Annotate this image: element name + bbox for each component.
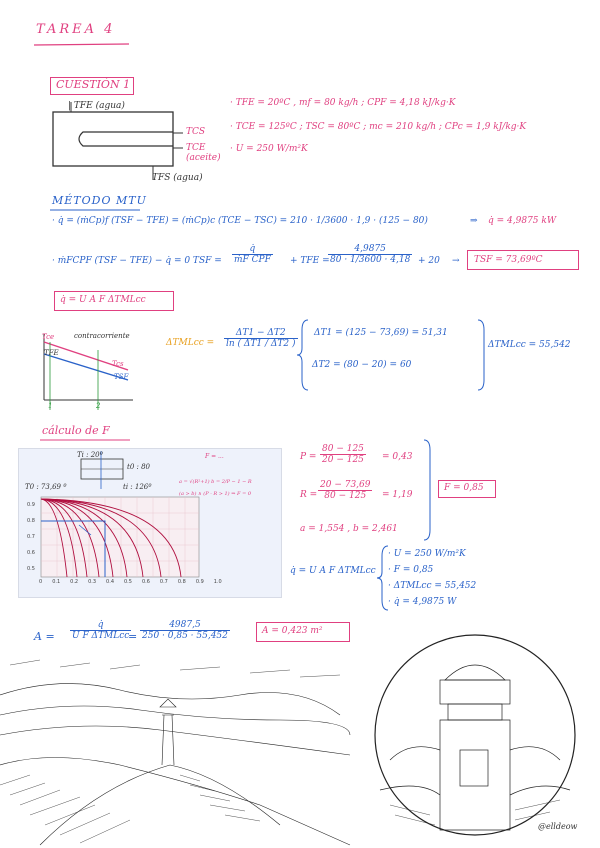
chart-formula-1: F = ...: [205, 453, 224, 460]
f-result: F = 0,85: [444, 483, 484, 493]
data-line-1: · TFE = 20ºC , mf = 80 kg/h ; CPF = 4,18 kJ/kg·K: [230, 98, 456, 108]
xtick: 0: [39, 579, 43, 585]
method-eq2-frac: [232, 244, 273, 265]
q-equation: q̇ = U A F ΔTMLcc: [290, 566, 376, 576]
factor-underline: [40, 438, 140, 442]
lmtd-brace: [300, 320, 310, 390]
r-expr: R =: [300, 490, 318, 500]
title-underline: [34, 42, 134, 48]
data-line-3: · U = 250 W/m²K: [230, 144, 308, 154]
page-title: TAREA 4: [36, 22, 116, 37]
lmtd-tsf: TSF: [114, 373, 129, 381]
question-label: CUESTIÓN 1: [56, 78, 131, 91]
lighthouse-circle-drawing: [370, 630, 580, 840]
lmtd-result: ΔTMLcc = 55,542: [488, 340, 571, 350]
xtick: 0.9: [195, 579, 204, 585]
area-frac2: [140, 620, 230, 641]
tsf-result: TSF = 73,69ºC: [474, 255, 543, 265]
chart-formula-3: (a > b) ∧ (P · R > 1) ⇒ F = 0: [179, 491, 252, 497]
sketch-tfs: TFS (agua): [152, 173, 203, 183]
method-eq2-mid: + TFE =: [290, 256, 330, 266]
r-frac: [318, 480, 372, 501]
chart-yticks: [27, 497, 35, 577]
lmtd-one: 1: [48, 402, 53, 410]
frac-num: 4987,5: [140, 620, 230, 631]
chart-formula-2: a = √(R²+1) b = 2/P − 1 − R: [179, 479, 252, 485]
frac-den: 20 − 125: [322, 455, 364, 465]
lmtd-dt2: ΔT2 = (80 − 20) = 60: [312, 360, 412, 370]
chart-to: t0 : 80: [127, 463, 150, 471]
correction-factor-chart: [18, 448, 282, 598]
chart-curves: [19, 449, 281, 597]
area-result: A = 0,423 m²: [262, 626, 323, 636]
frac-num: 4,9875: [328, 244, 412, 255]
frac-den: ṁF CPF: [234, 255, 271, 265]
area-eq: =: [128, 630, 138, 643]
lmtd-diagram: [38, 330, 148, 420]
frac-den: U F ΔTMLcc: [72, 631, 130, 641]
method-eq1-result: q̇ = 4,9875 kW: [488, 216, 557, 226]
xtick: 0.5: [124, 579, 132, 585]
method-eq2-plus: + 20: [418, 256, 440, 266]
lmtd-tce: Tce: [42, 333, 55, 341]
factor-brace: [424, 440, 434, 540]
chart-tii: ti : 126º: [123, 483, 152, 491]
lmtd-tcs: Tcs: [112, 360, 124, 368]
lmtd-lhs: ΔTMLcc =: [166, 338, 215, 348]
ytick: 0.5: [27, 566, 35, 572]
factor-list-item: · F = 0,85: [388, 565, 434, 575]
method-eq2-lhs: · ṁFCPF (TSF − TFE) − q̇ = 0 TSF =: [52, 256, 222, 266]
ab-values: a = 1,554 , b = 2,461: [300, 524, 398, 534]
factor-list-item: · U = 250 W/m²K: [388, 549, 466, 559]
frac-num: 20 − 73,69: [320, 480, 371, 490]
frac-den: 80 · 1/3600 · 4,18: [330, 255, 411, 265]
xtick: 0.3: [88, 579, 97, 585]
method-eq2-frac2: [328, 244, 412, 265]
xtick: 1.0: [213, 579, 222, 585]
data-line-2: · TCE = 125ºC ; TSC = 80ºC ; mc = 210 kg/h ; CPc = 1,9 kJ/kg·K: [230, 122, 527, 132]
signature: @elldeow: [538, 822, 578, 831]
ytick: 0.8: [27, 518, 35, 524]
ytick: 0.6: [27, 550, 35, 556]
frac-num: q̇: [70, 620, 131, 631]
equation-text: q̇ = U A F ΔTMLcc: [60, 295, 146, 305]
p-expr: P =: [300, 452, 317, 462]
factor-list-item: · ΔTMLcc = 55,452: [388, 581, 477, 591]
chart-xticks: [39, 579, 222, 585]
sketch-tcs: TCS: [186, 127, 206, 137]
lmtd-diagram-title: contracorriente: [74, 332, 130, 340]
frac-den: ln ( ΔT1 / ΔT2 ): [226, 339, 296, 349]
xtick: 0.6: [141, 579, 150, 585]
frac-den: 250 · 0,85 · 55,452: [142, 631, 228, 641]
factor-list: [388, 546, 476, 610]
method-eq2-arrow: →: [452, 256, 460, 266]
xtick: 0.8: [177, 579, 186, 585]
xtick: 0.4: [106, 579, 114, 585]
lmtd-two: 2: [96, 402, 101, 410]
frac-num: ΔT1 − ΔT2: [224, 328, 298, 339]
p-val: = 0,43: [382, 452, 413, 462]
p-frac: [320, 444, 366, 465]
ytick: 0.9: [27, 502, 35, 508]
ytick: 0.7: [27, 534, 35, 540]
method-underline: [50, 208, 150, 212]
method-eq1-arrow: ⇒: [470, 216, 478, 226]
xtick: 0.2: [70, 579, 79, 585]
area-frac: [70, 620, 131, 641]
method-label: MÉTODO MTU: [52, 194, 147, 207]
sketch-tfe: | TFE (agua): [68, 101, 125, 111]
area-lhs: A =: [34, 630, 55, 643]
factor-label: cálculo de F: [42, 424, 110, 437]
lighthouse-coast-drawing: [0, 655, 350, 845]
chart-To: T0 : 73,69 º: [25, 483, 67, 491]
method-eq1: · q̇ = (ṁCp)f (TSF − TFE) = (ṁCp)c (TCE − TSC) = 210 · 1/3600 · 1,9 · (125 − 80): [52, 216, 428, 226]
xtick: 0.7: [159, 579, 168, 585]
frac-num: 80 − 125: [322, 444, 364, 454]
sketch-tce: TCE: [186, 143, 206, 153]
lmtd-frac: [224, 328, 298, 349]
chart-ti: Ti : 20º: [77, 451, 103, 459]
xtick: 0.1: [52, 579, 61, 585]
factor-list-item: · q̇ = 4,9875 W: [388, 597, 457, 607]
lmtd-brace-right: [478, 320, 488, 390]
frac-den: 80 − 125: [324, 491, 367, 501]
frac-num: q̇: [232, 244, 273, 255]
lmtd-dt1: ΔT1 = (125 − 73,69) = 51,31: [314, 328, 448, 338]
sketch-tce-sub: (aceite): [186, 153, 221, 163]
r-val: = 1,19: [382, 490, 413, 500]
lmtd-tfe: TFE: [44, 349, 59, 357]
